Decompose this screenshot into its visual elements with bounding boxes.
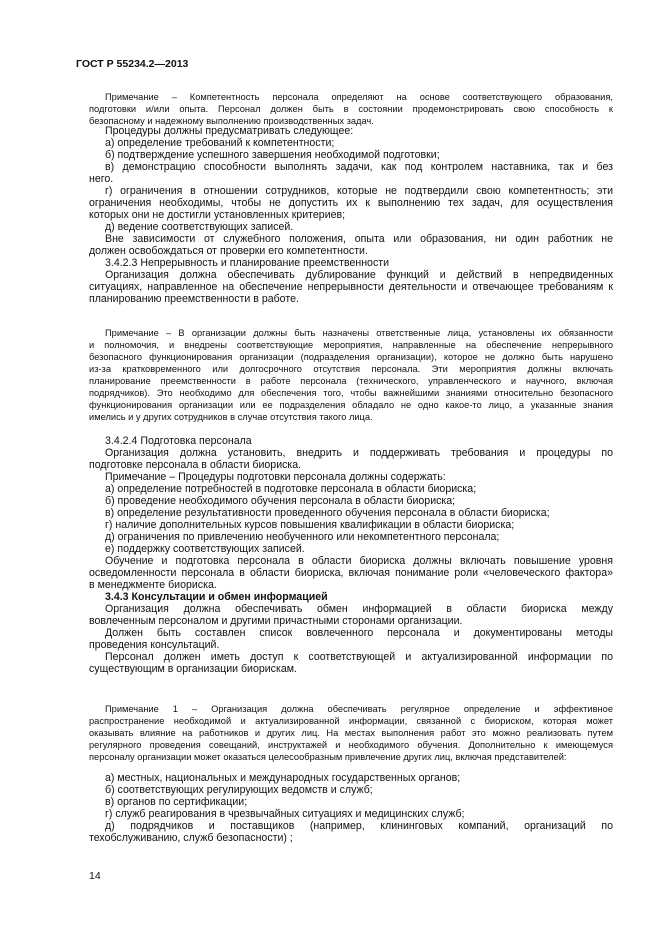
section-heading: 3.4.2.3 Непрерывность и планирование преемственности xyxy=(105,257,390,269)
list-item: д) ведение соответствующих записей. xyxy=(105,221,294,233)
section-heading: 3.4.3 Консультации и обмен информацией xyxy=(105,591,328,603)
list-item: д) подрядчиков и поставщиков (например, клининговых компаний, организаций по xyxy=(105,820,613,832)
list-item: в) демонстрацию способности выполнять задачи, как под контролем наставника, так и без xyxy=(105,161,613,173)
list-item: б) подтверждение успешного завершения необходимой подготовки; xyxy=(105,149,440,161)
text-line: персоналу организации может оказаться целесообразным привлечение других лиц, включая представителей: xyxy=(89,752,567,762)
text-line: Примечание – В организации должны быть назначены ответственные лица, установлены их обязанности xyxy=(105,328,613,338)
text-line: него. xyxy=(89,173,114,185)
list-item: е) поддержку соответствующих записей. xyxy=(105,543,305,555)
list-item: г) служб реагирования в чрезвычайных ситуациях и медицинских служб; xyxy=(105,808,465,820)
note-competence xyxy=(89,91,613,127)
text-line: в менеджменте биориска. xyxy=(89,579,217,591)
text-line: и полномочия, и внедрены соответствующие мероприятия, направленные на обеспечение непрерывного xyxy=(89,340,613,350)
text-line: техобслуживанию, служб безопасности) ; xyxy=(89,832,293,844)
text-line: подготовки и/или опыта. Персонал должен быть в состоянии продемонстрировать свою способность к xyxy=(89,104,613,114)
list-item: г) наличие дополнительных курсов повышения квалификации в области биориска; xyxy=(105,519,515,531)
text-line: безопасного функционирования организации (подразделения организации), которое не должно быть нарушено xyxy=(89,352,613,362)
text-line: должен освобождаться от проверки его компетентности. xyxy=(89,245,368,257)
text-line: оказывать влияние на работников и других лиц. На местах выполнения работ это можно реализовать путем xyxy=(89,728,613,738)
text-line: имелись и у других сотрудников в случае отсутствия такого лица. xyxy=(89,412,373,422)
text-line: Процедуры должны предусматривать следующее: xyxy=(105,125,354,137)
list-item: в) определение результативности проведенного обучения персонала в области биориска; xyxy=(105,507,550,519)
text-line: Примечание – Компетентность персонала определяют на основе соответствующего образования, xyxy=(105,92,613,102)
list-item: а) определение требований к компетентности; xyxy=(105,137,335,149)
text-line: подрядчиков). Это необходимо для обеспечения того, чтобы важнейшими знаниями относительно безопасного xyxy=(89,388,613,398)
text-line: из-за кратковременного или долгосрочного отсутствия персонала. Эти мероприятия должны включать xyxy=(89,364,613,374)
text-line: которых они не достигли установленных критериев; xyxy=(89,209,346,221)
list-item: д) ограничения по привлечению необученного или некомпетентного персонала; xyxy=(105,531,500,543)
text-line: ограничения необходимы, чтобы не допустить их к выполнению тех задач, для осуществления xyxy=(89,197,613,209)
training-section xyxy=(89,435,613,675)
page-number: 14 xyxy=(89,870,101,882)
text-line: подготовке персонала в области биориска. xyxy=(89,459,302,471)
list-item: г) ограничения в отношении сотрудников, которые не подтвердили свою компетентность; эти xyxy=(105,185,613,197)
list-item: а) местных, национальных и международных государственных органов; xyxy=(105,772,461,784)
text-line: Обучение и подготовка персонала в области биориска должны включать повышение уровня xyxy=(105,555,613,567)
list-item: в) органов по сертификации; xyxy=(105,796,248,808)
note-line: Примечание – Процедуры подготовки персонала должны содержать: xyxy=(105,471,446,483)
text-line: Организация должна обеспечивать дублирование функций и действий в непредвиденных xyxy=(105,269,613,281)
text-line: распространение необходимой и актуализированной информации, связанной с биориском, которая может xyxy=(89,716,613,726)
note-1-communication xyxy=(89,703,613,763)
text-line: ситуациях, направленное на обеспечение непрерывности деятельности и отвечающее требованиям к xyxy=(89,281,613,293)
text-line: функционирования организации или ее подразделения обладало не одно какое-то лицо, а указанные знания xyxy=(89,400,613,410)
procedures-section xyxy=(89,125,613,305)
text-line: планирование преемственности в работе персонала (технического, управленческого и научного, включая xyxy=(89,376,613,386)
list-item: б) соответствующих регулирующих ведомств и служб; xyxy=(105,784,373,796)
note-continuity xyxy=(89,327,613,423)
text-line: Должен быть составлен список вовлеченного персонала и документированы методы xyxy=(105,627,613,639)
list-item: а) определение потребностей в подготовке персонала в области биориска; xyxy=(105,483,477,495)
text-line: безопасному и надежному выполнению производственных задач. xyxy=(89,116,374,126)
text-line: осведомленности персонала в области биориска, включая понимание роли «человеческого фактора» xyxy=(89,567,613,579)
text-line: проведения консультаций. xyxy=(89,639,220,651)
list-item: б) проведение необходимого обучения персонала в области биориска; xyxy=(105,495,456,507)
text-line: вовлеченным персоналом и другими причастными сторонами организации. xyxy=(89,615,463,627)
representatives-list xyxy=(89,772,613,844)
text-line: Примечание 1 – Организация должна обеспечивать регулярное определение и эффективное xyxy=(105,704,613,714)
text-line: существующим в организации биорискам. xyxy=(89,663,297,675)
document-header: ГОСТ Р 55234.2—2013 xyxy=(76,58,189,70)
text-line: планированию преемственности в работе. xyxy=(89,293,299,305)
text-line: регулярного проведения совещаний, инструктажей и необходимого обучения. Дополнительно к имеющемуся xyxy=(89,740,613,750)
text-line: Вне зависимости от служебного положения, опыта или образования, ни один работник не xyxy=(105,233,613,245)
section-heading: 3.4.2.4 Подготовка персонала xyxy=(105,435,252,447)
text-line: Персонал должен иметь доступ к соответствующей и актуализированной информации по xyxy=(105,651,613,663)
text-line: Организация должна установить, внедрить и поддерживать требования и процедуры по xyxy=(105,447,613,459)
text-line: Организация должна обеспечивать обмен информацией в области биориска между xyxy=(105,603,613,615)
